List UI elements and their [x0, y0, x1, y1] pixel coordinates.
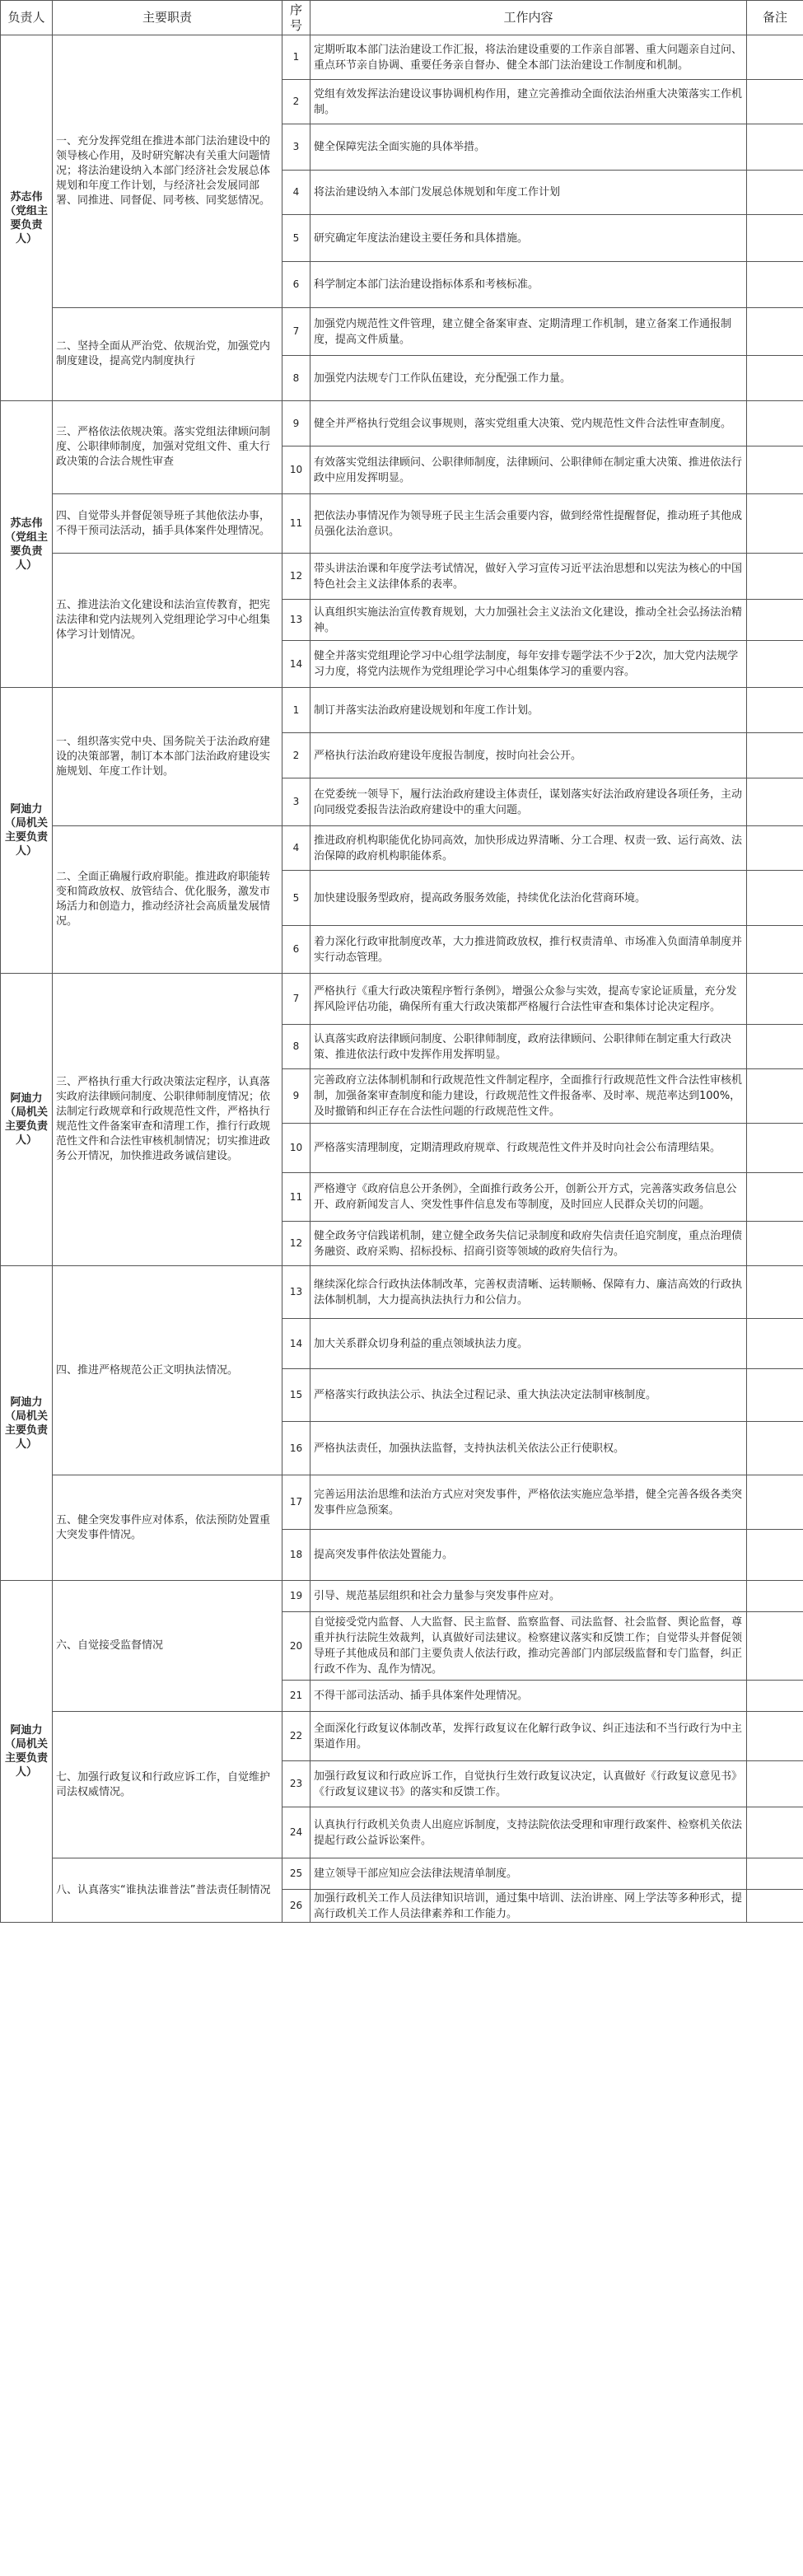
work-content-cell: 严格落实清理制度，定期清理政府规章、行政规范性文件并及时向社会公布清理结果。 — [310, 1124, 747, 1173]
item-number-cell: 6 — [282, 262, 310, 308]
note-cell — [747, 600, 803, 641]
header-note: 备注 — [747, 1, 803, 35]
item-number-cell: 5 — [282, 215, 310, 262]
main-duty-cell: 五、健全突发事件应对体系，依法预防处置重大突发事件情况。 — [53, 1475, 282, 1581]
item-number-cell: 14 — [282, 641, 310, 688]
item-number-cell: 10 — [282, 1124, 310, 1173]
item-number-cell: 6 — [282, 926, 310, 974]
work-content-cell: 严格执法责任，加强执法监督，支持执法机关依法公正行使职权。 — [310, 1422, 747, 1475]
main-duty-cell: 一、充分发挥党组在推进本部门法治建设中的领导核心作用，及时研究解决有关重大问题情况；将法治建设纳入本部门经济社会发展总体规划和年度工作计划，与经济社会发展同部署、同推进、同督促、同考核、同奖惩情况。 — [53, 35, 282, 308]
work-content-cell: 有效落实党组法律顾问、公职律师制度，法律顾问、公职律师在制定重大决策、推进依法行政中应用发挥明显。 — [310, 446, 747, 494]
item-number-cell: 3 — [282, 124, 310, 171]
note-cell — [747, 1222, 803, 1266]
note-cell — [747, 1025, 803, 1069]
header-duty: 主要职责 — [53, 1, 282, 35]
note-cell — [747, 871, 803, 926]
note-cell — [747, 733, 803, 778]
item-number-cell: 23 — [282, 1761, 310, 1807]
work-content-cell: 定期听取本部门法治建设工作汇报，将法治建设重要的工作亲自部署、重大问题亲自过问、重点环节亲自协调、重要任务亲自督办、健全本部门法治建设工作制度和机制。 — [310, 35, 747, 80]
item-number-cell: 5 — [282, 871, 310, 926]
note-cell — [747, 124, 803, 171]
work-content-cell: 加快建设服务型政府，提高政务服务效能，持续优化法治化营商环境。 — [310, 871, 747, 926]
item-number-cell: 1 — [282, 688, 310, 733]
responsible-person-cell: 阿迪力（局机关主要负责人） — [1, 688, 53, 974]
work-content-cell: 把依法办事情况作为领导班子民主生活会重要内容，做到经常性提醒督促，推动班子其他成员强化法治意识。 — [310, 494, 747, 554]
work-content-cell: 加大关系群众切身利益的重点领域执法力度。 — [310, 1319, 747, 1369]
note-cell — [747, 1319, 803, 1369]
note-cell — [747, 1681, 803, 1712]
note-cell — [747, 308, 803, 356]
main-duty-cell: 三、严格依法依规决策。落实党组法律顾问制度、公职律师制度，加强对党组文件、重大行政决策的合法合规性审查 — [53, 401, 282, 494]
item-number-cell: 16 — [282, 1422, 310, 1475]
work-content-cell: 加强行政机关工作人员法律知识培训，通过集中培训、法治讲座、网上学法等多种形式，提高行政机关工作人员法律素养和工作能力。 — [310, 1890, 747, 1923]
work-content-cell: 健全并严格执行党组会议事规则，落实党组重大决策、党内规范性文件合法性审查制度。 — [310, 401, 747, 446]
note-cell — [747, 1581, 803, 1612]
work-content-cell: 严格执行法治政府建设年度报告制度，按时向社会公开。 — [310, 733, 747, 778]
note-cell — [747, 1761, 803, 1807]
work-content-cell: 引导、规范基层组织和社会力量参与突发事件应对。 — [310, 1581, 747, 1612]
header-row — [1, 1, 803, 35]
note-cell — [747, 356, 803, 401]
item-number-cell: 14 — [282, 1319, 310, 1369]
work-content-cell: 完善政府立法体制机制和行政规范性文件制定程序，全面推行行政规范性文件合法性审核机制，加强备案审查制度和能力建设，行政规范性文件报备率、及时率、规范率达到100%，及时撤销和纠正存在合法性问题的行政规范性文件。 — [310, 1069, 747, 1124]
item-number-cell: 15 — [282, 1369, 310, 1422]
note-cell — [747, 1069, 803, 1124]
item-number-cell: 8 — [282, 1025, 310, 1069]
table-row — [1, 1858, 803, 1890]
main-duty-cell: 六、自觉接受监督情况 — [53, 1581, 282, 1712]
work-content-cell: 建立领导干部应知应会法律法规清单制度。 — [310, 1858, 747, 1890]
work-content-cell: 着力深化行政审批制度改革，大力推进简政放权，推行权责清单、市场准入负面清单制度并实行动态管理。 — [310, 926, 747, 974]
work-content-cell: 认真落实政府法律顾问制度、公职律师制度，政府法律顾问、公职律师在制定重大行政决策、推进依法行政中发挥作用发挥明显。 — [310, 1025, 747, 1069]
item-number-cell: 20 — [282, 1612, 310, 1681]
note-cell — [747, 1369, 803, 1422]
item-number-cell: 21 — [282, 1681, 310, 1712]
item-number-cell: 7 — [282, 308, 310, 356]
work-content-cell: 自觉接受党内监督、人大监督、民主监督、监察监督、司法监督、社会监督、舆论监督，尊重并执行法院生效裁判，认真做好司法建议。检察建议落实和反馈工作；自觉带头并督促领导班子其他成员和部门主要负责人依法行政，推动完善部门内部层级监督和专门监督，纠正行政不作为、乱作为情况。 — [310, 1612, 747, 1681]
note-cell — [747, 688, 803, 733]
note-cell — [747, 35, 803, 80]
work-content-cell: 在党委统一领导下，履行法治政府建设主体责任，谋划落实好法治政府建设各项任务，主动向同级党委报告法治政府建设中的重大问题。 — [310, 778, 747, 826]
item-number-cell: 18 — [282, 1530, 310, 1581]
work-content-cell: 科学制定本部门法治建设指标体系和考核标准。 — [310, 262, 747, 308]
note-cell — [747, 1124, 803, 1173]
item-number-cell: 13 — [282, 1266, 310, 1319]
item-number-cell: 10 — [282, 446, 310, 494]
work-content-cell: 健全政务守信践诺机制，建立健全政务失信记录制度和政府失信责任追究制度，重点治理债务融资、政府采购、招标投标、招商引资等领域的政府失信行为。 — [310, 1222, 747, 1266]
work-content-cell: 将法治建设纳入本部门发展总体规划和年度工作计划 — [310, 171, 747, 215]
note-cell — [747, 1712, 803, 1761]
table-row — [1, 1581, 803, 1612]
note-cell — [747, 1475, 803, 1530]
table-row — [1, 688, 803, 733]
item-number-cell: 4 — [282, 171, 310, 215]
work-content-cell: 提高突发事件依法处置能力。 — [310, 1530, 747, 1581]
note-cell — [747, 1173, 803, 1222]
main-duty-cell: 四、自觉带头并督促领导班子其他依法办事，不得干预司法活动，插手具体案件处理情况。 — [53, 494, 282, 554]
note-cell — [747, 1807, 803, 1858]
item-number-cell: 3 — [282, 778, 310, 826]
item-number-cell: 13 — [282, 600, 310, 641]
note-cell — [747, 1858, 803, 1890]
main-duty-cell: 一、组织落实党中央、国务院关于法治政府建设的决策部署，制订本本部门法治政府建设实施规划、年度工作计划。 — [53, 688, 282, 826]
header-num: 序号 — [282, 1, 310, 35]
note-cell — [747, 826, 803, 871]
item-number-cell: 19 — [282, 1581, 310, 1612]
note-cell — [747, 446, 803, 494]
item-number-cell: 7 — [282, 974, 310, 1025]
work-content-cell: 加强行政复议和行政应诉工作，自觉执行生效行政复议决定，认真做好《行政复议意见书》《行政复议建议书》的落实和反馈工作。 — [310, 1761, 747, 1807]
work-content-cell: 加强党内规范性文件管理，建立健全备案审查、定期清理工作机制，建立备案工作通报制度，提高文件质量。 — [310, 308, 747, 356]
table-row — [1, 35, 803, 80]
item-number-cell: 9 — [282, 1069, 310, 1124]
table-row — [1, 401, 803, 446]
main-duty-cell: 七、加强行政复议和行政应诉工作，自觉维护司法权威情况。 — [53, 1712, 282, 1858]
item-number-cell: 26 — [282, 1890, 310, 1923]
work-content-cell: 完善运用法治思维和法治方式应对突发事件，严格依法实施应急举措，健全完善各级各类突发事件应急预案。 — [310, 1475, 747, 1530]
table-row — [1, 1475, 803, 1530]
work-content-cell: 健全并落实党组理论学习中心组学法制度，每年安排专题学法不少于2次，加大党内法规学习力度，将党内法规作为党组理论学习中心组集体学习的重要内容。 — [310, 641, 747, 688]
item-number-cell: 2 — [282, 80, 310, 124]
work-content-cell: 制订并落实法治政府建设规划和年度工作计划。 — [310, 688, 747, 733]
table-row — [1, 308, 803, 356]
main-duty-cell: 二、全面正确履行政府职能。推进政府职能转变和简政放权、放管结合、优化服务，激发市场活力和创造力，推动经济社会高质量发展情况。 — [53, 826, 282, 974]
work-content-cell: 全面深化行政复议体制改革，发挥行政复议在化解行政争议、纠正违法和不当行政行为中主渠道作用。 — [310, 1712, 747, 1761]
item-number-cell: 4 — [282, 826, 310, 871]
note-cell — [747, 171, 803, 215]
work-content-cell: 严格遵守《政府信息公开条例》，全面推行政务公开，创新公开方式，完善落实政务信息公开、政府新闻发言人、突发性事件信息发布等制度，及时回应人民群众关切的问题。 — [310, 1173, 747, 1222]
note-cell — [747, 974, 803, 1025]
responsible-person-cell: 阿迪力（局机关主要负责人） — [1, 974, 53, 1266]
main-duty-cell: 三、严格执行重大行政决策法定程序，认真落实政府法律顾问制度、公职律师制度情况；依法制定行政规章和行政规范性文件，严格执行规范性文件备案审查和清理工作，推行行政规范性文件和合法性审核机制情况；切实推进政务公开情况，加快推进政务诚信建设。 — [53, 974, 282, 1266]
work-content-cell: 认真执行行政机关负责人出庭应诉制度，支持法院依法受理和审理行政案件、检察机关依法提起行政公益诉讼案件。 — [310, 1807, 747, 1858]
responsible-person-cell: 阿迪力（局机关主要负责人） — [1, 1266, 53, 1581]
main-duty-cell: 五、推进法治文化建设和法治宣传教育，把宪法法律和党内法规列入党组理论学习中心组集体学习计划情况。 — [53, 554, 282, 688]
work-content-cell: 不得干部司法活动、插手具体案件处理情况。 — [310, 1681, 747, 1712]
table-row — [1, 554, 803, 600]
work-content-cell: 加强党内法规专门工作队伍建设，充分配强工作力量。 — [310, 356, 747, 401]
table-row — [1, 494, 803, 554]
note-cell — [747, 641, 803, 688]
table-row — [1, 974, 803, 1025]
work-content-cell: 继续深化综合行政执法体制改革，完善权责清晰、运转顺畅、保障有力、廉洁高效的行政执法体制机制，大力提高执法执行力和公信力。 — [310, 1266, 747, 1319]
note-cell — [747, 215, 803, 262]
table-body — [1, 35, 803, 1923]
table-row — [1, 1712, 803, 1761]
work-content-cell: 带头讲法治课和年度学法考试情况，做好入学习宣传习近平法治思想和以宪法为核心的中国特色社会主义法律体系的表率。 — [310, 554, 747, 600]
note-cell — [747, 401, 803, 446]
note-cell — [747, 1266, 803, 1319]
work-content-cell: 严格执行《重大行政决策程序暂行条例》，增强公众参与实效，提高专家论证质量，充分发挥风险评估功能，确保所有重大行政决策都严格履行合法性审查和集体讨论决定程序。 — [310, 974, 747, 1025]
item-number-cell: 12 — [282, 554, 310, 600]
item-number-cell: 22 — [282, 1712, 310, 1761]
header-person: 负责人 — [1, 1, 53, 35]
item-number-cell: 9 — [282, 401, 310, 446]
item-number-cell: 24 — [282, 1807, 310, 1858]
note-cell — [747, 494, 803, 554]
work-content-cell: 认真组织实施法治宣传教育规划，大力加强社会主义法治文化建设，推动全社会弘扬法治精神。 — [310, 600, 747, 641]
note-cell — [747, 1612, 803, 1681]
item-number-cell: 2 — [282, 733, 310, 778]
work-content-cell: 健全保障宪法全面实施的具体举措。 — [310, 124, 747, 171]
note-cell — [747, 1890, 803, 1923]
item-number-cell: 25 — [282, 1858, 310, 1890]
item-number-cell: 17 — [282, 1475, 310, 1530]
main-duty-cell: 二、坚持全面从严治党、依规治党，加强党内制度建设，提高党内制度执行 — [53, 308, 282, 401]
work-content-cell: 研究确定年度法治建设主要任务和具体措施。 — [310, 215, 747, 262]
note-cell — [747, 1422, 803, 1475]
work-content-cell: 严格落实行政执法公示、执法全过程记录、重大执法决定法制审核制度。 — [310, 1369, 747, 1422]
item-number-cell: 1 — [282, 35, 310, 80]
item-number-cell: 11 — [282, 494, 310, 554]
work-content-cell: 党组有效发挥法治建设议事协调机构作用，建立完善推动全面依法治州重大决策落实工作机制。 — [310, 80, 747, 124]
note-cell — [747, 1530, 803, 1581]
work-content-cell: 推进政府机构职能优化协同高效，加快形成边界清晰、分工合理、权责一致、运行高效、法治保障的政府机构职能体系。 — [310, 826, 747, 871]
item-number-cell: 12 — [282, 1222, 310, 1266]
main-duty-cell: 四、推进严格规范公正文明执法情况。 — [53, 1266, 282, 1475]
header-content: 工作内容 — [310, 1, 747, 35]
note-cell — [747, 262, 803, 308]
note-cell — [747, 778, 803, 826]
note-cell — [747, 554, 803, 600]
responsible-person-cell: 阿迪力（局机关主要负责人） — [1, 1581, 53, 1923]
note-cell — [747, 926, 803, 974]
item-number-cell: 11 — [282, 1173, 310, 1222]
item-number-cell: 8 — [282, 356, 310, 401]
table-row — [1, 1266, 803, 1319]
note-cell — [747, 80, 803, 124]
table-row — [1, 826, 803, 871]
main-duty-cell: 八、认真落实“谁执法谁普法”普法责任制情况 — [53, 1858, 282, 1923]
responsible-person-cell: 苏志伟（党组主要负责人） — [1, 35, 53, 401]
responsible-person-cell: 苏志伟（党组主要负责人） — [1, 401, 53, 688]
